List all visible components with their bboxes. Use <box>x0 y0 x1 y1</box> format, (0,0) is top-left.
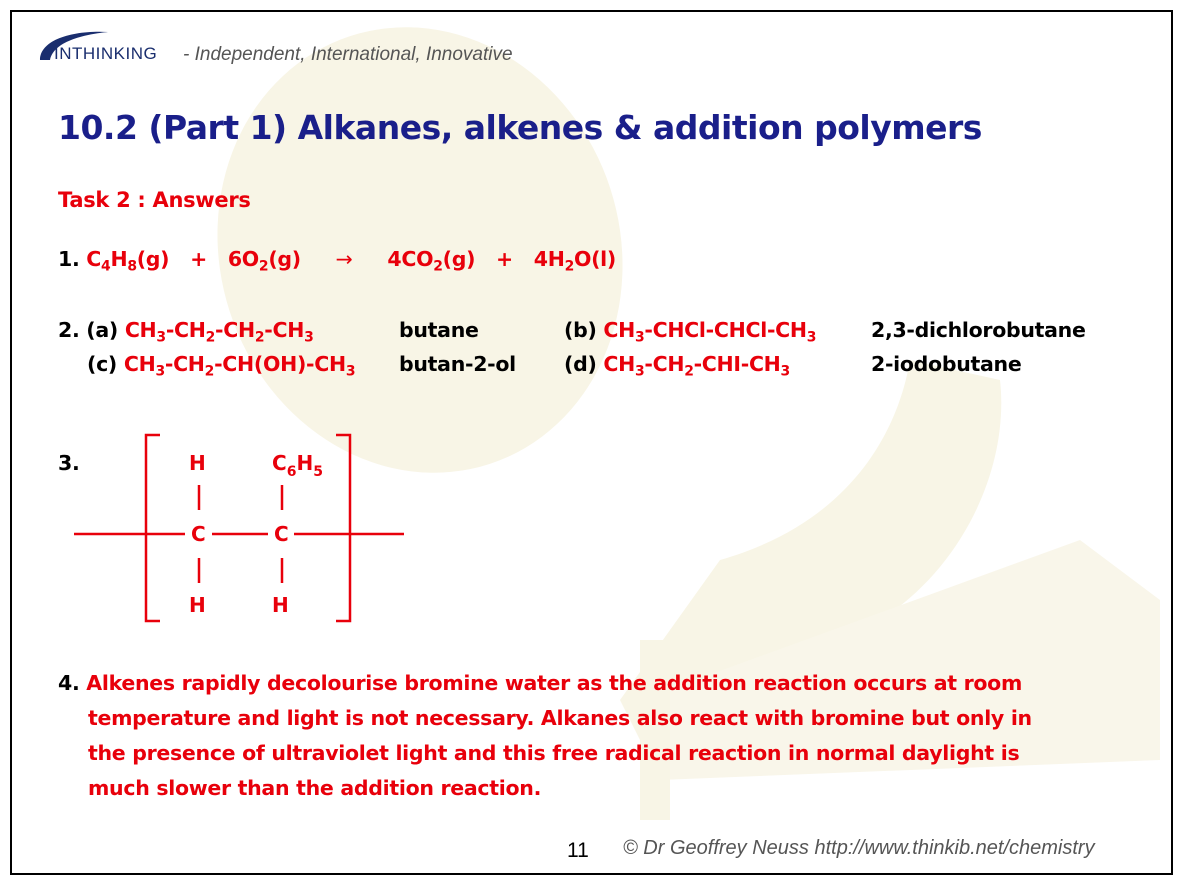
q2-d <box>564 352 790 380</box>
q1-product-1: $4CO_2(g)$ <box>387 247 476 275</box>
q2-c-label: (c) <box>87 352 117 376</box>
tagline: - Independent, International, Innovative <box>183 44 513 65</box>
left-bracket <box>146 435 160 621</box>
q2-d-formula: $CH_3-CH_2-CHI-CH_3$ <box>603 352 790 380</box>
q2-c <box>87 352 356 380</box>
atom-h-bottom-left: H <box>189 593 206 617</box>
logo-text: INTHINKING <box>54 44 158 63</box>
q2-a-label: (a) <box>86 318 118 342</box>
atom-h-top-left: H <box>189 451 206 475</box>
q2-b-name: 2,3-dichlorobutane <box>871 318 1086 342</box>
q2-d-label: (d) <box>564 352 597 376</box>
task-heading: Task 2 : Answers <box>58 188 251 212</box>
atom-c-left: C <box>191 522 206 546</box>
q1-reactant-2: $6O_2(g)$ <box>227 247 301 275</box>
q2-c-formula: $CH_3-CH_2-CH(OH)-CH_3$ <box>123 352 356 380</box>
q3-number: 3. <box>58 451 80 475</box>
q4-line-2: temperature and light is not necessary. Alkanes also react with bromine but only in <box>88 706 1032 730</box>
atom-c6h5: $C_6H_5$ <box>272 451 323 480</box>
q2-b <box>564 318 817 346</box>
q4-line-1: 4. Alkenes rapidly decolourise bromine water as the addition reaction occurs at room <box>58 671 1023 695</box>
q2-c-name: butan-2-ol <box>399 352 516 376</box>
question-4-answer <box>58 666 1153 806</box>
question-1-equation <box>58 247 616 275</box>
page-number: 11 <box>567 839 589 862</box>
q2-a-formula: $CH_3-CH_2-CH_2-CH_3$ <box>124 318 314 346</box>
atom-h-bottom-right: H <box>272 593 289 617</box>
right-bracket <box>336 435 350 621</box>
page-title: 10.2 (Part 1) Alkanes, alkenes & addition polymers <box>58 108 982 147</box>
copyright-footer: © Dr Geoffrey Neuss http://www.thinkib.net/chemistry <box>623 837 1095 859</box>
q4-line-4: much slower than the addition reaction. <box>88 776 542 800</box>
q1-number: 1. <box>58 247 80 271</box>
q1-product-2: $4H_2O(l)$ <box>533 247 616 275</box>
q2-b-label: (b) <box>564 318 597 342</box>
q1-plus-1: + <box>190 247 207 271</box>
q2-b-formula: $CH_3-CHCl-CHCl-CH_3$ <box>603 318 817 346</box>
q1-reactant-1: $C_4H_8(g)$ <box>86 247 170 275</box>
q2-number: 2. <box>58 318 80 342</box>
q4-line-3: the presence of ultraviolet light and this free radical reaction in normal daylight is <box>88 741 1020 765</box>
atom-c-right: C <box>274 522 289 546</box>
question-2-row-1 <box>58 318 314 346</box>
q2-a-name: butane <box>399 318 479 342</box>
q2-d-name: 2-iodobutane <box>871 352 1022 376</box>
q1-plus-2: + <box>496 247 513 271</box>
q1-arrow: → <box>335 247 353 271</box>
polymer-repeat-unit <box>60 425 420 635</box>
